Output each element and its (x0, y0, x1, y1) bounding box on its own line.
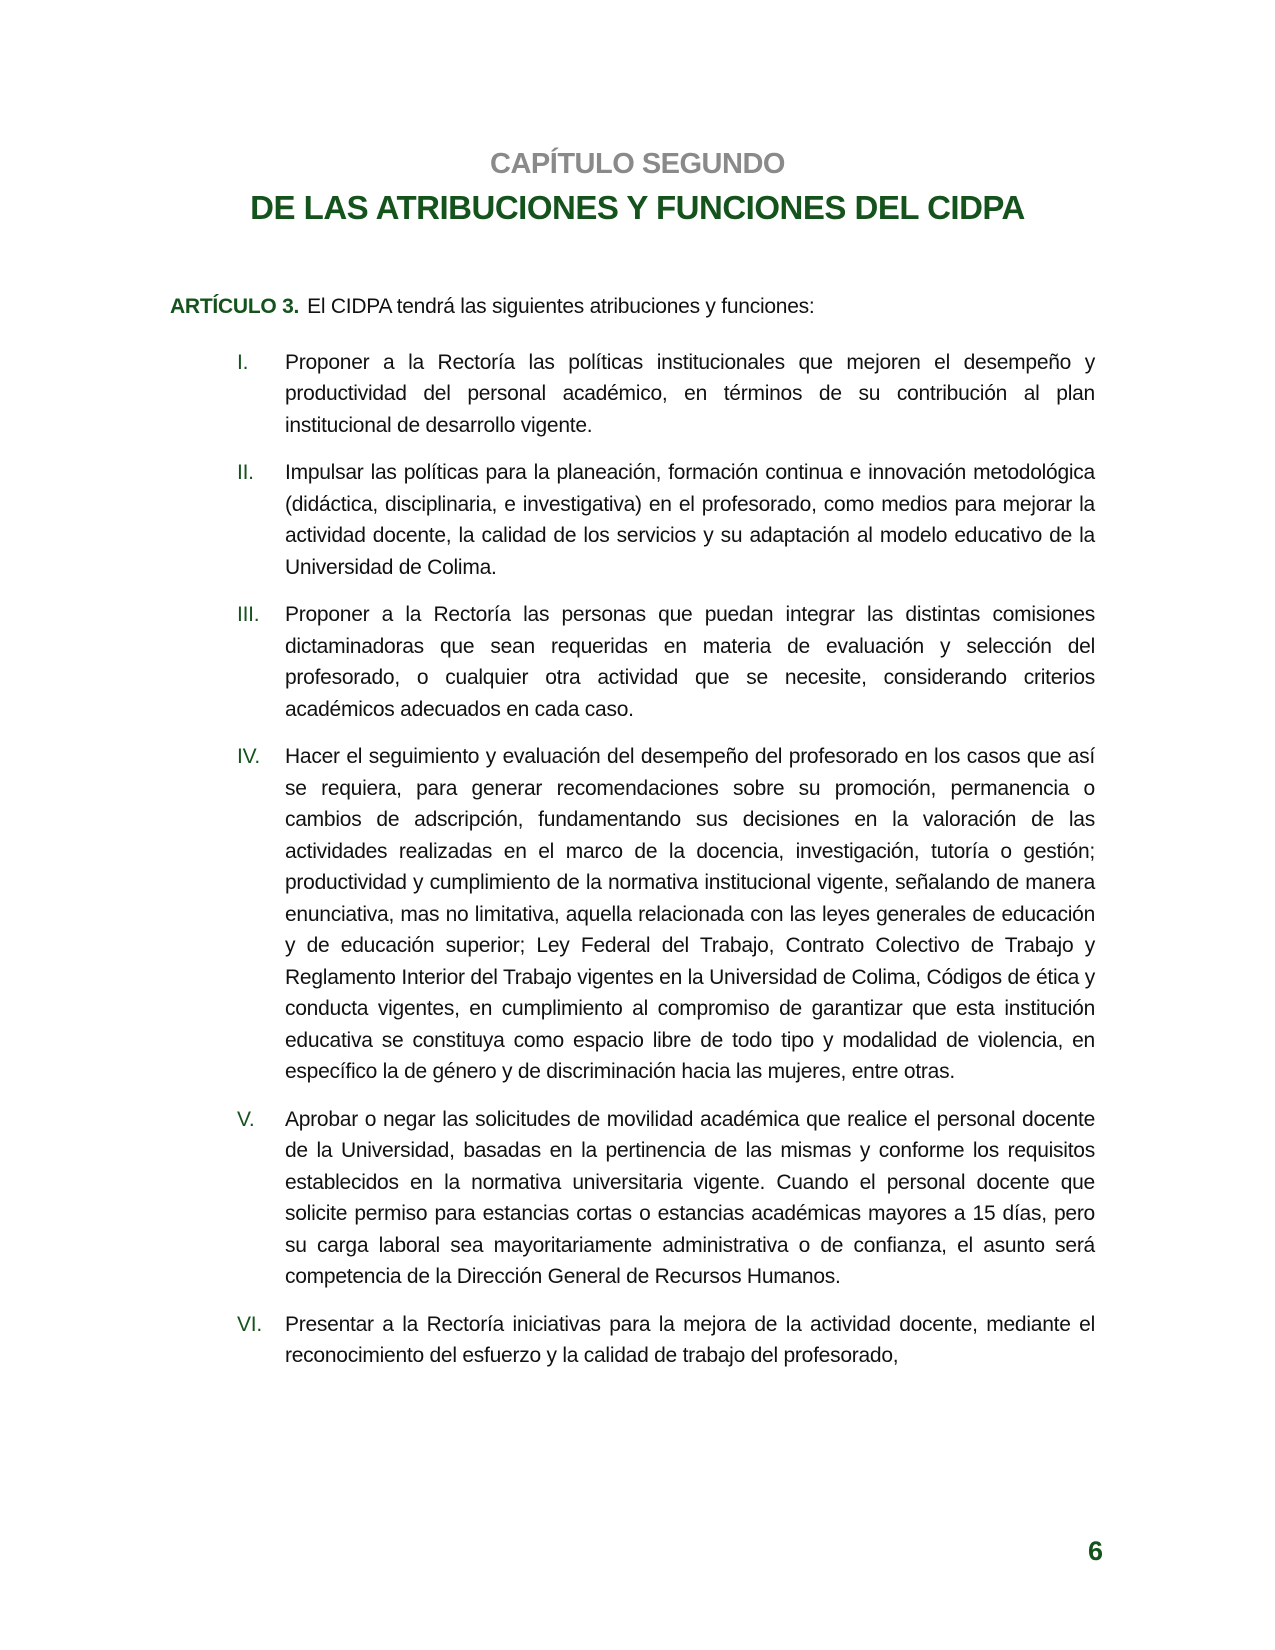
item-text: Aprobar o negar las solicitudes de movilidad académica que realice el personal docente de la Universidad, basadas en la pertinencia de las mismas y conforme los requisitos establecidos en la normativa universitaria vigente. Cuando el personal docente que solicite permiso para estancias cortas o estancias académicas mayores a 15 días, pero su carga laboral sea mayoritariamente administrativa o de confianza, el asunto será competencia de la Dirección General de Recursos Humanos. (285, 1107, 1095, 1288)
item-numeral: I. (237, 350, 249, 374)
item-text: Impulsar las políticas para la planeación, formación continua e innovación metodológica (didáctica, disciplinaria, e investigativa) en el profesorado, como medios para mejorar la actividad docente, la calidad de los servicios y su adaptación al modelo educativo de la Universidad de Colima. (285, 461, 1095, 579)
item-text: Proponer a la Rectoría las personas que puedan integrar las distintas comisiones dictaminadoras que sean requeridas en materia de evaluación y selección del profesorado, o cualquier otra actividad que se necesite, considerando criterios académicos adecuados en cada caso. (285, 603, 1095, 721)
list-item (237, 347, 1095, 442)
item-text: Hacer el seguimiento y evaluación del desempeño del profesorado en los casos que así se requiera, para generar recomendaciones sobre su promoción, permanencia o cambios de adscripción, fundamentando sus decisiones en la valoración de las actividades realizadas en el marco de la docencia, investigación, tutoría o gestión; productividad y cumplimiento de la normativa institucional vigente, señalando de manera enunciativa, mas no limitativa, aquella relacionada con las leyes generales de educación y de educación superior; Ley Federal del Trabajo, Contrato Colectivo de Trabajo y Reglamento Interior del Trabajo vigentes en la Universidad de Colima, Códigos de ética y conducta vigentes, en cumplimiento al compromiso de garantizar que esta institución educativa se constituya como espacio libre de todo tipo y modalidad de violencia, en específico la de género y de discriminación hacia las mujeres, entre otras. (285, 745, 1095, 1083)
list-item (237, 1309, 1095, 1372)
item-text: Presentar a la Rectoría iniciativas para la mejora de la actividad docente, mediante el reconocimiento del esfuerzo y la calidad de trabajo del profesorado, (285, 1312, 1095, 1367)
chapter-label: CAPÍTULO SEGUNDO (490, 148, 785, 180)
list-item (237, 599, 1095, 725)
article-intro-text: El CIDPA tendrá las siguientes atribuciones y funciones: (307, 295, 815, 318)
item-numeral: II. (237, 461, 254, 484)
list-item (237, 457, 1095, 583)
item-text: Proponer a la Rectoría las políticas institucionales que mejoren el desempeño y productividad del personal académico, en términos de su contribución al plan institucional de desarrollo vigente. (285, 350, 1095, 437)
chapter-title: DE LAS ATRIBUCIONES Y FUNCIONES DEL CIDPA (250, 189, 1025, 226)
item-numeral: V. (237, 1107, 255, 1131)
item-numeral: VI. (237, 1312, 262, 1336)
item-numeral: IV. (237, 745, 260, 768)
list-item (237, 1104, 1095, 1293)
article-label: ARTÍCULO 3. (170, 295, 300, 318)
page-number: 6 (1087, 1536, 1103, 1566)
list-item (237, 741, 1095, 1088)
article-intro-line (170, 291, 1095, 323)
item-numeral: III. (237, 603, 260, 626)
attributions-list (0, 347, 1275, 1372)
